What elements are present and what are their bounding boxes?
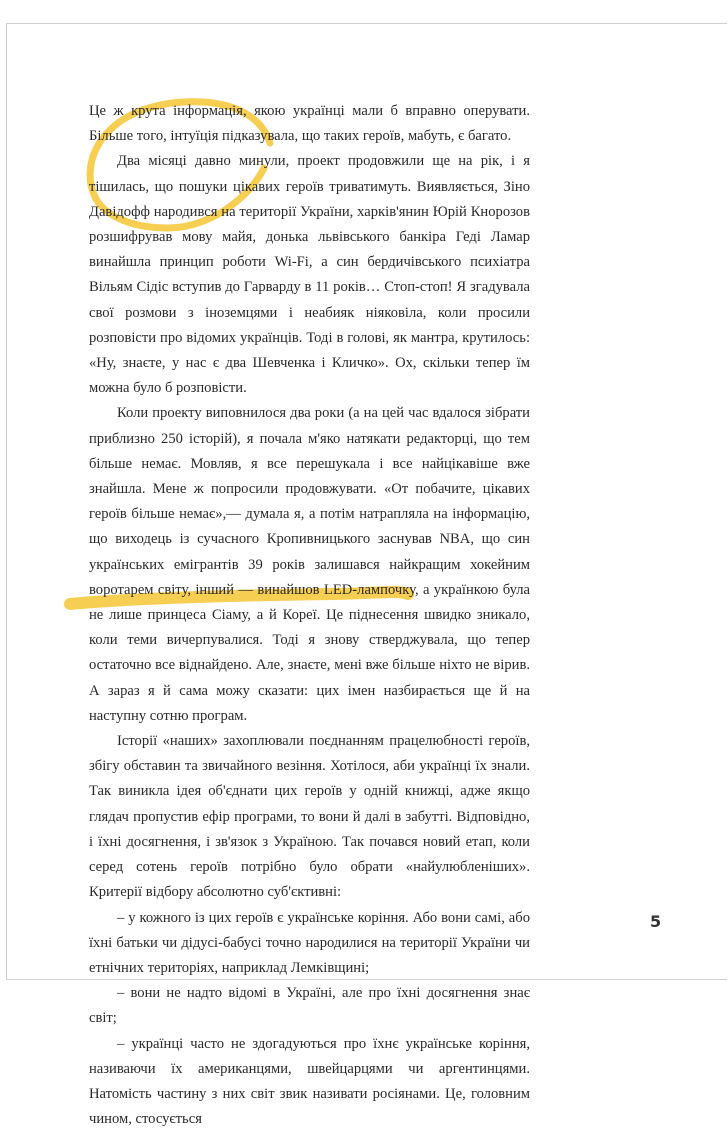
paragraph-2: Два місяці давно минули, проект продовжили ще на рік, і я тішилась, що пошуки цікавих героїв триватимуть. Виявляється, Зіно Давідофф народився на території України, харків'янин Юрій Кнорозов розшифрував мову майя, донька львівського банкіра Геді Ламар винайшла принцип роботи Wi-Fi, а син бердичівського психіатра Вільям Сідіс вступив до Гарварду в 11 років… Стоп-стоп! Я згадувала свої розмови з іноземцями і неабияк ніяковіла, коли просили розповісти про відомих українців. Тоді в голові, як мантра, крутилось: «Ну, знаєте, у нас є два Шевченка і Кличко». Ох, скільки тепер їм можна було б розповісти.	[89, 153, 530, 397]
list-item-3: – українці часто не здогадуються про їхнє українське коріння, називаючи їх американцями, швейцарцями чи аргентинцями. Натомість частину з них світ звик називати росіянами. Це, головним чином, стосується	[89, 1035, 530, 1128]
body-text	[89, 99, 530, 1132]
list-item-1: – у кожного із цих героїв є українське коріння. Або вони самі, або їхні батьки чи дідусі-бабусі точно народилися на території України чи етнічних територіях, наприклад Лемківщині;	[89, 909, 530, 976]
list-item-2: – вони не надто відомі в Україні, але про їхні досягнення знає світ;	[89, 985, 530, 1027]
paragraph-4: Історії «наших» захоплювали поєднанням працелюбності героїв, збігу обставин та звичайного везіння. Хотілося, аби українці їх знали. Так виникла ідея об'єднати цих героїв у одній книжці, адже якщо глядач пропустив ефір програми, то вони й далі в забутті. Відповідно, і їхні досягнення, і зв'язок з Україною. Так почався новий етап, коли серед сотень героїв потрібно було обрати «найулюбленіших». Критерії відбору абсолютно суб'єктивні:	[89, 733, 530, 901]
paragraph-3: Коли проекту виповнилося два роки (а на цей час вдалося зібрати приблизно 250 історій), я почала м'яко натякати редакторці, що тем більше немає. Мовляв, я все перешукала і все найцікавіше вже знайшла. Мене ж попросили продовжувати. «От побачите, цікавих героїв більше немає»,— думала я, а потім натрапляла на інформацію, що виходець із сучасного Кропивницького заснував NBA, що син українських емігрантів 39 років залишався найкращим хокейним воротарем світу, інший — винайшов LED-лампочку, а українкою була не лише принцеса Сіаму, а й Кореї. Це піднесення швидко зникало, коли теми вичерпувалися. Тоді я знову стверджувала, що тепер остаточно все віднайдено. Але, знаєте, мені вже більше ніхто не вірив. А зараз я й сама можу сказати: цих імен назбирається ще й на наступну сотню програм.	[89, 405, 530, 724]
page-number: 5	[650, 912, 662, 931]
paragraph-1: Це ж крута інформація, якою українці мали б вправно оперувати. Більше того, інтуїція підказувала, що таких героїв, мабуть, є багато.	[89, 103, 530, 145]
